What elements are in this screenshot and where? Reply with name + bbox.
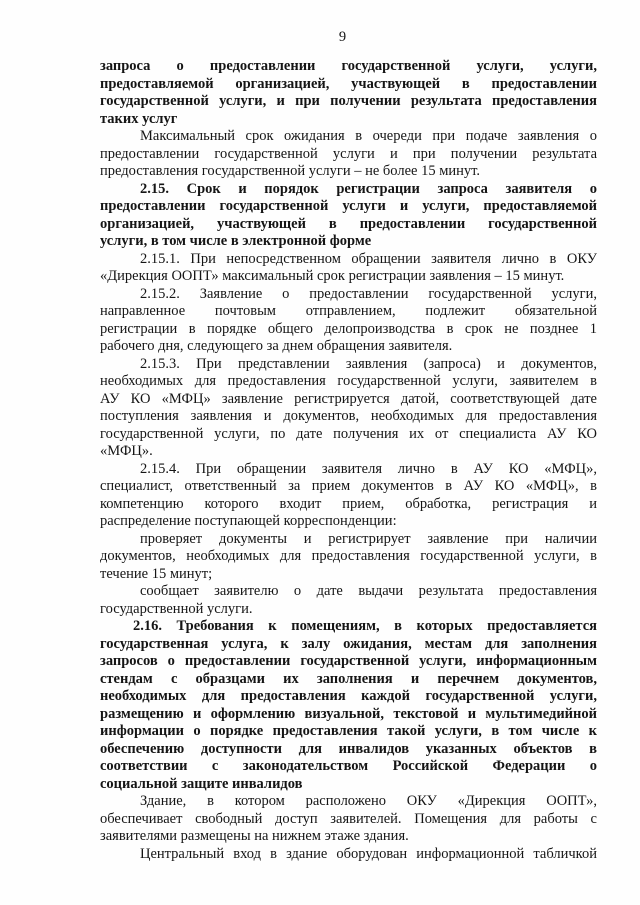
text-line: государственной услуги, и при получении результата предоставления xyxy=(100,93,597,109)
text-line: 2.15.3. При представлении заявления (запроса) и документов, xyxy=(140,355,597,372)
text-line: «МФЦ». xyxy=(100,443,153,459)
clause-2-15-3 xyxy=(100,356,597,461)
text-line: компетенцию которого входит прием, обработка, регистрация и xyxy=(100,495,597,512)
text-line: Максимальный срок ожидания в очереди при подаче заявления о xyxy=(140,128,597,144)
clause-2-15-1 xyxy=(100,251,597,286)
section-heading-2-16 xyxy=(100,618,597,793)
text-line: 2.15.2. Заявление о предоставлении государственной услуги, xyxy=(140,285,597,302)
clause-2-15-2 xyxy=(100,286,597,356)
text-line: государственной услуги, по дате получения их от специалиста АУ КО xyxy=(100,425,597,442)
text-line: Центральный вход в здание оборудован информационной табличкой xyxy=(140,845,597,862)
text-line: государственной услуги. xyxy=(100,600,253,617)
text-line: поступления заявления и документов, необходимых для предоставления xyxy=(100,408,597,424)
document-body xyxy=(100,58,597,863)
text-line: Здание, в котором расположено ОКУ «Дирекция ООПТ», xyxy=(140,793,597,809)
text-line: государственная услуга, к залу ожидания, местам для заполнения xyxy=(100,635,597,652)
text-line: АУ КО «МФЦ» заявление регистрируется датой, соответствующей дате xyxy=(100,390,597,407)
text-line: регистрации в порядке общего делопроизводства в срок не позднее 1 xyxy=(100,320,597,337)
text-line: 2.16. Требования к помещениям, в которых предоставляется xyxy=(133,618,597,634)
text-line: заявителями размещены на нижнем этаже здания. xyxy=(100,828,409,844)
text-line: предоставлении государственной услуги и услуги, предоставляемой xyxy=(100,198,597,214)
text-line: распределение поступающей корреспонденции: xyxy=(100,513,397,529)
text-line: обеспечению доступности для инвалидов указанных объектов в xyxy=(100,740,597,757)
text-line: предоставляемой организацией, участвующей в предоставлении xyxy=(100,75,597,92)
paragraph-building-access xyxy=(100,793,597,846)
text-line: документов, необходимых для предоставления государственной услуги, в xyxy=(100,548,597,564)
text-line: услуги, в том числе в электронной форме xyxy=(100,233,372,249)
text-line: течение 15 минут; xyxy=(100,565,213,582)
text-line: необходимых для предоставления каждой государственной услуги, xyxy=(100,688,597,704)
text-line: 2.15. Срок и порядок регистрации запроса заявителя о xyxy=(140,180,597,197)
text-line: соответствии с законодательством Российской Федерации о xyxy=(100,758,597,774)
paragraph-central-entrance xyxy=(100,846,597,864)
text-line: запроса о предоставлении государственной услуги, услуги, xyxy=(100,58,597,74)
text-line: таких услуг xyxy=(100,110,178,127)
list-item-check-documents xyxy=(100,531,597,584)
text-line: организацией, участвующей в предоставлении государственной xyxy=(100,215,597,232)
text-line: специалист, ответственный за прием документов в АУ КО «МФЦ», в xyxy=(100,478,597,494)
paragraph-max-wait-time xyxy=(100,128,597,181)
section-heading-2-15 xyxy=(100,181,597,251)
list-item-notify-applicant xyxy=(100,583,597,618)
text-line: «Дирекция ООПТ» максимальный срок регистрации заявления – 15 минут. xyxy=(100,268,565,284)
text-line: информации о порядке предоставления такой услуги, в том числе к xyxy=(100,723,597,739)
text-line: рабочего дня, следующего за днем обращения заявителя. xyxy=(100,338,453,354)
text-line: предоставлении государственной услуги и при получении результата xyxy=(100,145,597,162)
text-line: необходимых для предоставления государственной услуги, заявителем в xyxy=(100,373,597,389)
text-line: размещению и оформлению визуальной, текстовой и мультимедийной xyxy=(100,705,597,722)
text-line: стендам с образцами их заполнения и перечнем документов, xyxy=(100,670,597,687)
text-line: социальной защите инвалидов xyxy=(100,775,303,792)
text-line: сообщает заявителю о дате выдачи результата предоставления xyxy=(140,583,597,599)
text-line: направленное почтовым отправлением, подлежит обязательной xyxy=(100,303,597,319)
text-line: 2.15.1. При непосредственном обращении заявителя лично в ОКУ xyxy=(140,250,597,267)
text-line: запросов о предоставлении государственной услуги, информационным xyxy=(100,653,597,669)
page-number: 9 xyxy=(338,29,347,45)
text-line: предоставления государственной услуги – не более 15 минут. xyxy=(100,163,481,179)
text-line: 2.15.4. При обращении заявителя лично в АУ КО «МФЦ», xyxy=(140,460,597,477)
clause-2-15-4 xyxy=(100,461,597,531)
paragraph-heading-continuation xyxy=(100,58,597,128)
text-line: обеспечивает свободный доступ заявителей. Помещения для работы с xyxy=(100,810,597,827)
text-line: проверяет документы и регистрирует заявление при наличии xyxy=(140,530,597,547)
